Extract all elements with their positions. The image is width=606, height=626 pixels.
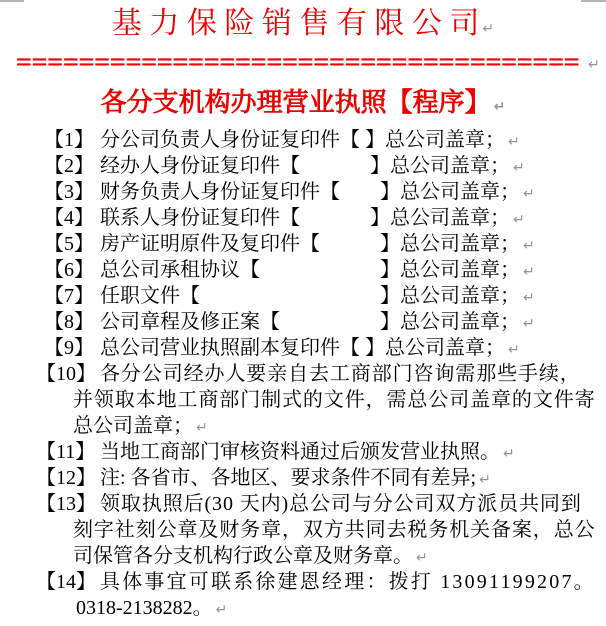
item-number: 【11】 [36,441,96,463]
list-line [0,439,606,465]
item-text: 财务负责人身份证复印件【 】总公司盖章； ↵ [100,181,535,203]
paragraph-mark-icon: ↵ [523,238,535,254]
company-name-text: 基 力 保 险 销 售 有 限 公 司 [111,7,480,40]
list-line [0,309,606,335]
paragraph-mark-icon: ↵ [508,134,520,150]
paragraph-mark-icon: ↵ [503,446,515,462]
item-number: 【12】 [36,467,96,489]
list-line [0,127,606,153]
paragraph-mark-icon: ↵ [523,316,535,332]
doc-title [0,87,606,123]
list-line [0,257,606,283]
item-text: 各分公司经办人要亲自去工商部门咨询需那些手续， [100,363,581,385]
list-line [0,413,606,439]
paragraph-mark-icon: ↵ [416,550,428,566]
paragraph-mark-icon: ↵ [523,264,535,280]
list-line [0,205,606,231]
item-number: 【14】 [36,571,96,593]
item-text: 具体事宜可联系徐建恩经理：拨打 13091199207。 [100,571,596,593]
list-line [0,387,606,413]
double-rule: ==================================== [16,50,580,74]
paragraph-mark-icon: ↵ [588,57,600,73]
item-number: 【8】 [44,311,94,333]
paragraph-mark-icon: ↵ [482,21,495,37]
list-line [0,543,606,569]
list-line [0,153,606,179]
paragraph-mark-icon: ↵ [523,186,535,202]
item-number: 【9】 [44,337,94,359]
list-line [0,465,606,491]
list-line [0,283,606,309]
item-number: 【6】 [44,259,94,281]
item-number: 【2】 [44,155,94,177]
item-text: 并领取本地工商部门制式的文件，需总公司盖章的文件寄 [73,389,596,411]
list-line [0,179,606,205]
list-line [0,335,606,361]
item-text: 经办人身份证复印件【 】总公司盖章； ↵ [100,155,525,177]
list-line [0,569,606,595]
item-text: 公司章程及修正案【 】总公司盖章； ↵ [100,311,535,333]
paragraph-mark-icon: ↵ [196,420,208,436]
list-line [0,361,606,387]
item-text: 刻字社刻公章及财务章，双方共同去税务机关备案，总公 [73,519,596,541]
paragraph-mark-icon: ↵ [508,342,520,358]
item-text: 司保管各分支机构行政公章及财务章。 ↵ [73,545,428,567]
paragraph-mark-icon: ↵ [513,212,525,228]
list-line [0,517,606,543]
item-text: 总公司营业执照副本复印件【 】总公司盖章； ↵ [100,337,520,359]
item-number: 【3】 [44,181,94,203]
paragraph-mark-icon: ↵ [479,472,491,488]
item-text: 分公司负责人身份证复印件【 】总公司盖章； ↵ [100,129,520,151]
item-number: 【13】 [36,493,96,515]
item-text: 注: 各省市、各地区、要求条件不同有差异; ↵ [100,467,491,489]
item-text: 总公司承租协议【 】总公司盖章； ↵ [100,259,535,281]
item-text: 0318-2138282。 ↵ [76,597,228,619]
item-text: 任职文件【 】总公司盖章； ↵ [100,285,535,307]
item-number: 【4】 [44,207,94,229]
item-text: 当地工商部门审核资料通过后颁发营业执照。 ↵ [100,441,515,463]
crop-mark-right [581,0,606,2]
item-text: 领取执照后(30 天内)总公司与分公司双方派员共同到 [100,493,582,515]
crop-mark-left [0,0,24,2]
company-name [0,3,606,50]
item-number: 【7】 [44,285,94,307]
item-number: 【1】 [44,129,94,151]
procedure-list [0,127,606,626]
item-text: 房产证明原件及复印件【 】总公司盖章； ↵ [100,233,535,255]
item-text: 联系人身份证复印件【 】总公司盖章； ↵ [100,207,525,229]
list-line [0,491,606,517]
item-number: 【5】 [44,233,94,255]
paragraph-mark-icon: ↵ [523,290,535,306]
doc-title-text: 各分支机构办理营业执照【程序】 [100,88,491,117]
list-line [0,231,606,257]
item-text: 总公司盖章； ↵ [73,415,208,437]
paragraph-mark-icon: ↵ [493,99,506,115]
list-line [0,595,606,621]
item-number: 【10】 [36,363,96,385]
paragraph-mark-icon: ↵ [513,160,525,176]
paragraph-mark-icon: ↵ [215,602,228,618]
